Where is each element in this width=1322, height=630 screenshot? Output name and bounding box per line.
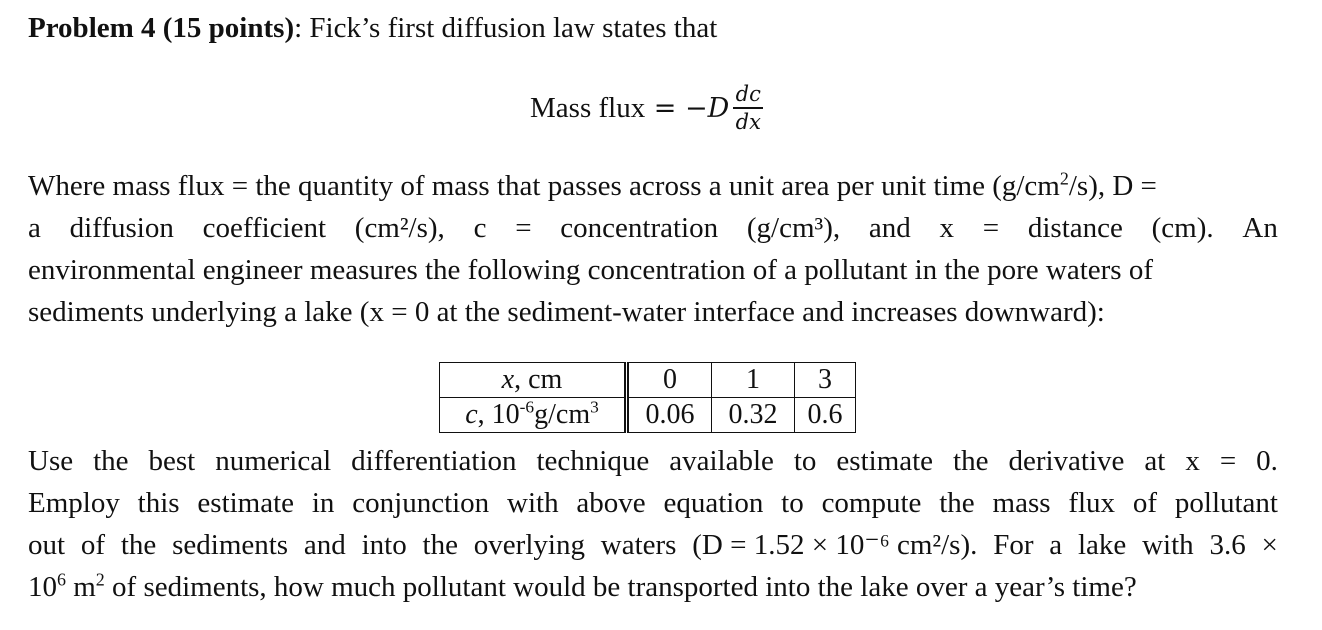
word: the (953, 445, 989, 477)
word: of (1132, 487, 1158, 519)
word: For (993, 529, 1034, 561)
word: the (93, 445, 129, 477)
word: Use (28, 445, 74, 477)
table-header-x (440, 363, 627, 398)
word: derivative (1008, 445, 1125, 477)
word: sediments (172, 529, 289, 561)
word: with (507, 487, 559, 519)
word: this (137, 487, 180, 519)
word: to (781, 487, 804, 519)
paragraph2-line4-text-c: of sediments, how much pollutant would be transported into the lake over a year’s time? (104, 571, 1137, 603)
word: distance (1027, 212, 1123, 244)
fraction-bar (733, 107, 763, 109)
word: = (515, 212, 532, 244)
paragraph1-line2 (28, 210, 1278, 246)
table-cell-x-1: 1 (712, 363, 795, 398)
table-cell-c-0: 0.06 (627, 398, 712, 433)
equation-coefficient: D (707, 92, 730, 124)
word: pollutant (1174, 487, 1278, 519)
word: 3.6 (1209, 529, 1246, 561)
word: Employ (28, 487, 120, 519)
table-header-c-exponent2: 3 (590, 397, 599, 417)
word: waters (600, 529, 677, 561)
table-cell-x-0: 0 (627, 363, 712, 398)
word: coefficient (202, 212, 327, 244)
paragraph1-line1 (28, 168, 1278, 204)
problem-intro: : Fick’s first diffusion law states that (294, 12, 718, 44)
word: the (422, 529, 458, 561)
word: (cm). (1151, 212, 1214, 244)
word: at (1144, 445, 1166, 477)
word: to (793, 445, 817, 477)
word: flux (1068, 487, 1116, 519)
word: a (1049, 529, 1063, 561)
word: above (576, 487, 646, 519)
word: estimate (836, 445, 934, 477)
word: a (28, 212, 41, 244)
paragraph1-line4: sediments underlying a lake (x = 0 at the sediment-water interface and increases downward): (28, 296, 1105, 328)
word: concentration (560, 212, 719, 244)
table-cell-x-2: 3 (795, 363, 856, 398)
word: out (28, 529, 66, 561)
paragraph2-line4-text-a: 10 (28, 571, 57, 603)
table-cell-c-1: 0.32 (712, 398, 795, 433)
equation-fraction (733, 82, 763, 134)
table-header-c-variable: c (465, 399, 478, 430)
word: technique (536, 445, 650, 477)
table-header-x-variable: x (501, 364, 515, 395)
word: overlying (473, 529, 585, 561)
paragraph2-line1 (28, 443, 1278, 479)
word: = (1219, 445, 1237, 477)
paragraph2-line4-superscript2: 2 (95, 569, 105, 590)
paragraph1-line1-superscript: 2 (1059, 168, 1069, 189)
word: differentiation (351, 445, 517, 477)
paragraph1-line1-text-b: /s), D = (1068, 170, 1157, 202)
word: available (669, 445, 774, 477)
concentration-table (439, 362, 856, 433)
word: mass (992, 487, 1051, 519)
equation-lhs: Mass flux (530, 91, 646, 124)
table-header-c-unit-b: g/cm (534, 399, 591, 430)
word: numerical (215, 445, 332, 477)
paragraph2-line2 (28, 485, 1278, 521)
word: and (868, 212, 911, 244)
word: diffusion (69, 212, 174, 244)
word: best (148, 445, 196, 477)
word: (cm²/s), (354, 212, 445, 244)
paragraph2-line4-text-b: m (65, 571, 96, 603)
table-header-x-unit: , cm (514, 364, 563, 395)
table-header-c-exponent: -6 (519, 397, 535, 417)
word: equation (663, 487, 764, 519)
problem-title-line (28, 10, 1278, 46)
word: conjunction (352, 487, 490, 519)
table-cell-c-2: 0.6 (795, 398, 856, 433)
word: estimate (197, 487, 295, 519)
word: compute (821, 487, 922, 519)
word: (g/cm³), (746, 212, 841, 244)
paragraph2-line3 (28, 527, 1278, 563)
word: c (473, 212, 487, 244)
paragraph1-line3: environmental engineer measures the following concentration of a pollutant in the pore waters of (28, 254, 1153, 286)
paragraph2-line4-superscript1: 6 (57, 569, 66, 590)
table-header-c (440, 398, 627, 433)
word: the (120, 529, 157, 561)
word: in (311, 487, 335, 519)
word: = (982, 212, 1000, 244)
fraction-numerator: dc (735, 82, 761, 107)
word: with (1142, 529, 1194, 561)
word: and (303, 529, 346, 561)
word: into (361, 529, 407, 561)
word: (D = 1.52 × 10⁻⁶ cm²/s). (692, 529, 978, 561)
table-header-c-unit-a: , 10 (477, 399, 520, 430)
fick-equation (530, 78, 763, 138)
word: × (1261, 529, 1278, 561)
problem-heading: Problem 4 (15 points) (28, 12, 295, 44)
word: x (1185, 445, 1200, 477)
table-row-c (440, 398, 856, 433)
word: An (1242, 212, 1278, 244)
table-row-x (440, 363, 856, 398)
fraction-denominator: dx (735, 109, 761, 134)
word: x (939, 212, 954, 244)
word: lake (1077, 529, 1127, 561)
paragraph1-line1-text-a: Where mass flux = the quantity of mass that passes across a unit area per unit time (g/cm (28, 170, 1060, 202)
word: the (939, 487, 975, 519)
paragraph2-line4 (28, 569, 1278, 605)
word: of (80, 529, 106, 561)
word: 0. (1256, 445, 1278, 477)
equation-equals: = − (645, 92, 708, 124)
